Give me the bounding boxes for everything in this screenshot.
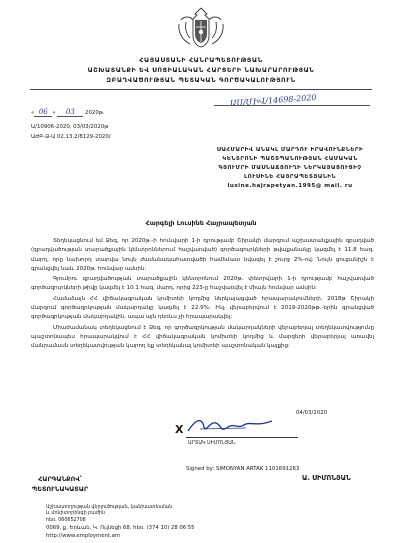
executor-line2: և մոնիտորինգի բաժին [46,511,106,517]
signer-title [0,474,120,494]
date-year: 2020թ. [85,110,105,116]
footer-address: 0069, ք. Երևան, Կ. Ուլնեցի 68, հեռ. (374 10) 28 06 55 [46,525,195,531]
executor-line1: Աշխատողության վերլուծության, կանխատեսման [46,505,173,510]
handwritten-signature [186,415,276,437]
recipient-line3: ԳՅՈՒՄՐԻ ՄԱՍՆԱՃՅՈՒՂԻ ՆԵՐԿԱՅԱՑՈՒՑԻՉ [218,165,362,171]
coat-of-arms-emblem [176,6,226,50]
paragraph-2: Գյումրու զբաղվածության տարածքային կենտրոնում 2020թ. փետրվարի 1-ի դրությամբ հաշվառված գործազուրկների թիվը կազմել է 10.1 հազ. մարդ, որից 223-ը հաշվառվել է միայն հունվար ամսին: [31,276,374,292]
footer-website: http://www.employment.am [46,533,120,539]
paragraph-1: Տեղեկացնում եմ Ձեզ, որ 2020թ.-ի հունվարի 1-ի դրությամբ Շիրակի մարզում աշխատանքային զբաղված (զբաղվածության տարածքային կենտրոններում հաշվառված) գործազուրկների թվաքանակը կազմել է 11.8 հազ. մարդ, որը նախորդ տարվա նույն ժամանակահատվածի համեմատ նվազել է շուրջ 2%-ով: Նույն ցուցանիշն է գրանցվել նաև 2020թ. հունվար ամսին: [31,238,374,272]
recipient-block [204,146,376,191]
signer-title-line1: ՀԱՐԳԱՆՔՈՎ՝ [38,475,82,483]
paragraph-4: Միաժամանակ տեղեկացնում է Ձեզ, որ գործազրկության մակարդակների վերաբերյալ տեղեկատվությունը պաշտոնապես հրապարակվում է ՀՀ վիճակագրական կոմիտեի կողմից և մարզերի վերաբերյալ առավել մանրամասն տեղեկատվության կարող եք տեղեկանալ կոմիտեի պաշտոնական կայքից: [31,324,374,350]
handwritten-reg-number: ԱՍ/ՄԻՎ/14698-2020 [229,92,317,109]
recipient-email: lusine.hajrapetyan.1995@ mail. ru [227,183,353,189]
letter-date: « 06 » 03 2020թ. [31,108,105,116]
incoming-number: ԱԺԲ-Ձ-Ա 02.13.2/8129-2020/ [31,134,111,140]
recipient-line1: ՍԱՀՄԱՐԻՎ ԱՆԱԿԼ ՄԱՐԴՈՒ ԻՐԱՎՈՒՆՔՆԵՐԻ [216,147,364,153]
recipient-line4: ԼՈՒՍԻՆԵ ՀԱՅՐԱՊԵՏՅԱՆԻՆ [243,174,337,180]
recipient-line2: ԿԵՆՏՐՈՆԻ ՊԱՇՏՊԱՆՈՒԹՅԱՆ ՀԱՄԱԿԱՆ [222,156,358,162]
digital-signed-by: Signed by: SIMONYAN ARTAK 1101691263 [186,466,300,472]
date-day: 06 [34,108,52,117]
salutation: Հարգելի Լուսինե Հայրապետյան [145,219,257,227]
ministry-header-line1: ՀԱՅԱՍՏԱՆԻ ՀԱՆՐԱՊԵՏՈՒԹՅԱՆ [139,57,263,64]
signature-line [186,437,298,438]
outgoing-number: Ա/10906-2020, 03/03/2020թ [31,124,109,130]
executor-phone: հեռ. 060652708 [46,517,86,523]
letter-body [31,237,374,352]
signer-name: Ա. ՍԻՄՈՆՅԱՆ [302,474,351,482]
ministry-header-line3: ԶԲԱՂՎԱԾՈՒԹՅԱՆ ՊԵՏԱԿԱՆ ԳՈՐԾԱԿԱԼՈՒԹՅՈՒՆ [106,77,296,84]
executor-block [46,505,172,524]
signer-title-line2: ՊԵՏՈՒՆԱԿԱՏԱՐ [31,485,89,493]
reg-number-line [214,105,370,106]
paragraph-3: Համաձայն ՀՀ վիճակագրական կոմիտեի կողմից ներկայացված հրապարակումների, 2018թ Շիրակի մարզում գործազրկության մակարդակը կազմել է 22.9%: Ինչ վերաբերվում է 2019-2020թթ.-երին գրանցված գործազրկության մակարդակին, ապա այն դեռևս չի հրապարակվել: [31,295,374,321]
ministry-header-line2: ԱՇԽԱՏԱՆՔԻ ԵՎ ՍՈՑԻԱԼԱԿԱՆ ՀԱՐՑԵՐԻ ՆԱԽԱՐԱՐՈՒԹՅԱՆ [87,67,315,74]
date-month: 03 [57,108,83,117]
signature-caption: ԱՐՏԱԿ ՍԻՄՈՆՅԱՆ [188,441,236,446]
header-divider [30,89,372,90]
signature-date: 04/03/2020 [296,410,328,416]
signature-x-mark: X [175,423,184,436]
